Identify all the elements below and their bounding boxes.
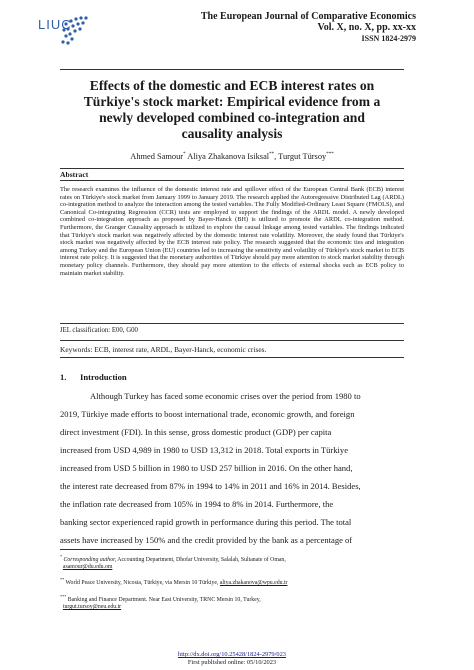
footnote-text: Banking and Finance Department. Near East University, TRNC Mersin 10, Turkey,: [67, 596, 261, 603]
jel-rule: [60, 340, 404, 341]
title-line: Türkiye's stock market: Empirical evidence from a: [83, 94, 381, 109]
author-mark: ***: [326, 152, 334, 158]
abstract-top-rule: [60, 168, 404, 169]
abstract-bottom-rule: [60, 323, 404, 324]
footnote-mark: *: [60, 554, 63, 559]
title-line: Effects of the domestic and ECB interest rates on: [89, 78, 375, 93]
journal-issn: ISSN 1824-2979: [361, 34, 416, 43]
footnote-3: [60, 593, 404, 611]
author-name: Ahmed Samour: [130, 152, 184, 161]
body-line: assets have increased by 150% and the credit provided by the bank as a percentage of: [60, 535, 353, 545]
body-line: the inflation rate decreased from 105% in 1994 to 8% in 2014. Furthermore, the: [60, 499, 334, 509]
section-heading: [60, 372, 127, 382]
footnote-mark: **: [60, 577, 65, 582]
header-rule: [60, 69, 404, 70]
abstract-heading: Abstract: [60, 170, 89, 179]
author-mark: *: [183, 152, 186, 158]
liuc-logo: [60, 14, 140, 54]
footnote-text: Accounting Department, Dhofar University, Salalah, Sultanate of Oman,: [116, 556, 286, 563]
section-title: Introduction: [80, 372, 127, 382]
abstract-heading-rule: [60, 180, 404, 181]
section-number: 1.: [60, 372, 67, 382]
jel-classification: JEL classification: E00, G00: [60, 327, 138, 334]
logo-text: LIUC: [38, 17, 72, 32]
footnote-text: World Peace University, Nicosia, Türkiye, via Mersin 10 Türkiye,: [65, 579, 219, 586]
publication-date: First published online: 05/10/2023: [187, 659, 277, 666]
paper-title: [60, 78, 404, 142]
author-mark: **: [269, 152, 275, 158]
body-line: banking sector experienced rapid growth in performance during this period. The total: [60, 517, 352, 527]
author-name: Aliya Zhakanova Isiksal: [187, 152, 270, 161]
title-line: causality analysis: [181, 126, 283, 141]
abstract-text: The research examines the influence of the domestic interest rate and spillover effect of the European Central Bank (ECB) interest rates on Türkiye's stock market from January 1999 to January 2019. The research applied the Autoregressive Distributed Lag (ARDL) co-integration method to analyze the interaction among the tested variables. The Fully Modified-Ordinary Least Square (FMOLS), and Canonical Co-integrating Regression (CCR) tests are employed to support the findings of the ARDL model. A newly developed combined co-integration approach as proposed by Bayer-Hanck (BH) is utilized to promote the ARDL co-integration method. Furthermore, the Granger Causality approach is utilized to explore the causal linkage among tested variables. The findings indicated that Türkiye's stock market was negatively affected by the domestic interest rate volatility. Moreover, the study found that Türkiye's stock market was negatively affected by the ECB interest rate policy. The research suggested that the economic ties and integration among Turkey and the European Union (EU) countries led to increasing the sensitivity and volatility of Türkiye's stock market to ECB interest rate policy. It is suggested that the monetary authorities of Türkiye should pay more attention to stock market stability through monetary policy channels. Furthermore, they should pay more attention to the effects of external shocks such as ECB policy to maintain market stability.: [60, 186, 404, 277]
footnote-1: [60, 553, 404, 571]
footnote-email-link[interactable]: aliya.zhakanova@wpu.edu.tr: [219, 579, 288, 586]
footnote-label: Corresponding author,: [63, 556, 117, 563]
doi-link[interactable]: http://dx.doi.org/10.25428/1824-2979/023: [178, 651, 286, 658]
keywords-rule: [60, 357, 404, 358]
journal-volume: Vol. X, no. X, pp. xx-xx: [317, 22, 416, 33]
author-list: Ahmed Samour* Aliya Zhakanova Isiksal**, Turgut Türsoy***: [130, 152, 334, 161]
body-line: the interest rate decreased from 87% in 1994 to 14% in 2011 and 16% in 2014. Besides,: [60, 481, 361, 491]
journal-title: The European Journal of Comparative Economics: [200, 11, 416, 22]
footnote-mark: ***: [60, 594, 67, 599]
journal-header: [156, 11, 416, 44]
keywords: Keywords: ECB, interest rate, ARDL, Bayer-Hanck, economic crises.: [60, 345, 267, 354]
footnote-email-link[interactable]: turgut.tursoy@neu.edu.tr: [62, 604, 122, 611]
body-line: direct investment (FDI). In this sense, gross domestic product (GDP) per capita: [60, 427, 332, 437]
footnote-rule: [60, 549, 160, 550]
footnote-2: [60, 576, 404, 587]
body-line: increased from USD 4,989 in 1980 to USD 13,312 in 2018. Total exports in Türkiye: [60, 445, 348, 455]
author-name: Turgut Türsoy: [278, 152, 327, 161]
title-line: newly developed combined co-integration and: [99, 110, 365, 125]
body-line: 2019, Türkiye made efforts to boost international trade, economic growth, and foreign: [60, 409, 355, 419]
body-line: Although Turkey has faced some economic crises over the period from 1980 to: [90, 391, 361, 401]
footnote-email-link[interactable]: asamour@du.edu.om: [62, 564, 113, 571]
body-line: increased from USD 5 billion in 1980 to USD 257 billion in 2016. On the other hand,: [60, 463, 353, 473]
